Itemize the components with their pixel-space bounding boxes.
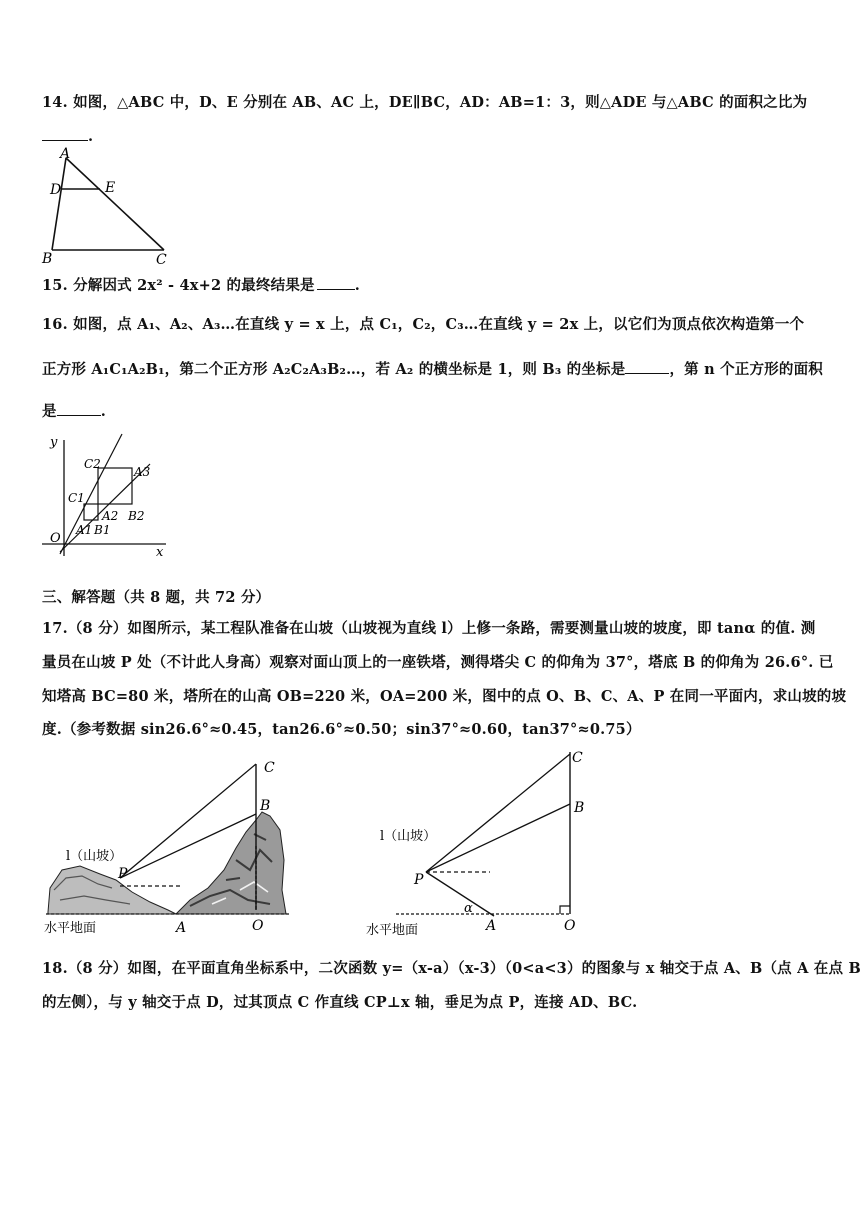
q14-label-D: D [50,182,62,198]
q17-mountain-figure [40,750,300,940]
q17-line3 [42,685,846,706]
q14-period: . [88,128,94,145]
q16-squares-figure [38,432,178,564]
q14-label-C: C [156,252,167,268]
q17-line4 [42,718,641,739]
q17-left-slope-label: l（山坡） [66,849,123,864]
q18-stem-1: 18.（8 分）如图，在平面直角坐标系中，二次函数 y=（x-a）（x-3）（0<a<3）的图象与 x 轴交于点 A、B（点 A 在点 B [42,960,861,977]
q17-right-label-P: P [414,872,424,888]
q17-right-label-C: C [572,750,583,766]
q17-stem-1: 17.（8 分）如图所示，某工程队准备在山坡（山坡视为直线 l）上修一条路，需要测量山坡的坡度，即 tanα 的值. 测 [42,620,816,637]
q15-answer-blank[interactable] [317,288,355,290]
q17-right-label-A: A [486,918,497,934]
q17-left-label-O: O [252,918,264,934]
q17-slope-diagram [360,744,600,940]
q14-label-A: A [60,146,71,162]
q16-label-y: y [50,435,58,450]
q17-left-label-B: B [260,798,271,814]
q14-answer-line [42,128,93,145]
q17-right-ground-label: 水平地面 [366,923,419,938]
q16-label-C2: C2 [84,457,101,471]
q16-line2 [42,358,823,379]
q14-text [42,91,807,112]
q17-stem-3: 知塔高 BC=80 米，塔所在的山高 OB=220 米，OA=200 米，图中的点 O、B、C、A、P 在同一平面内，求山坡的坡 [42,688,847,705]
q14-stem: 14. 如图，△ABC 中，D、E 分别在 AB、AC 上，DE∥BC，AD：AB=1：3，则△ADE 与△ABC 的面积之比为 [42,94,808,111]
q17-left-label-P: P [118,866,128,882]
q16-period: . [100,403,106,420]
q17-right-label-B: B [574,800,585,816]
q16-label-O: O [50,531,61,546]
q16-label-B1: B1 [94,523,111,537]
q16-stem-1: 16. 如图，点 A₁、A₂、A₃…在直线 y = x 上，点 C₁，C₂，C₃…在直线 y = 2x 上，以它们为顶点依次构造第一个 [42,316,805,333]
q16-label-C1: C1 [68,491,85,505]
q17-left-label-A: A [176,920,187,936]
q17-right-label-alpha: α [464,901,473,916]
q15-period: . [354,277,360,294]
q18-stem-2: 的左侧），与 y 轴交于点 D，过其顶点 C 作直线 CP⊥x 轴，垂足为点 P，连接 AD、BC. [42,994,638,1011]
q14-label-B: B [42,251,53,267]
q16-stem-2b: ，第 n 个正方形的面积 [669,361,823,378]
q16-answer-blank-1[interactable] [625,372,669,374]
q15-text [42,274,360,295]
q17-left-label-C: C [264,760,275,776]
q16-line1 [42,313,804,334]
q17-right-label-O: O [564,918,576,934]
q16-label-A1: A1 [76,523,93,537]
q16-label-B2: B2 [128,509,145,523]
q16-label-A3: A3 [134,465,151,479]
q15-stem: 15. 分解因式 2x² - 4x+2 的最终结果是 [42,277,315,294]
q16-line3 [42,400,106,421]
q16-label-A2: A2 [102,509,119,523]
q17-line1 [42,617,815,638]
q18-line1 [42,957,861,978]
q18-line2 [42,991,637,1012]
q14-triangle-figure [38,146,178,268]
section3-title: 三、解答题（共 8 题，共 72 分） [42,589,271,606]
q14-answer-blank[interactable] [42,139,88,141]
q16-stem-3: 是 [42,403,57,420]
q14-label-E: E [105,180,116,196]
q16-answer-blank-2[interactable] [57,414,101,416]
q17-stem-2: 量员在山坡 P 处（不计此人身高）观察对面山顶上的一座铁塔，测得塔尖 C 的仰角为 37°，塔底 B 的仰角为 26.6°. 已 [42,654,834,671]
q17-left-ground-label: 水平地面 [44,921,97,936]
q17-stem-4: 度.（参考数据 sin26.6°≈0.45，tan26.6°≈0.50；sin37°≈0.60，tan37°≈0.75） [42,721,641,738]
q16-label-x: x [156,545,164,560]
section3-heading [42,586,270,607]
q16-stem-2a: 正方形 A₁C₁A₂B₁，第二个正方形 A₂C₂A₃B₂…，若 A₂ 的横坐标是 1，则 B₃ 的坐标是 [42,361,626,378]
q17-right-slope-label: l（山坡） [380,829,437,844]
q17-line2 [42,651,833,672]
